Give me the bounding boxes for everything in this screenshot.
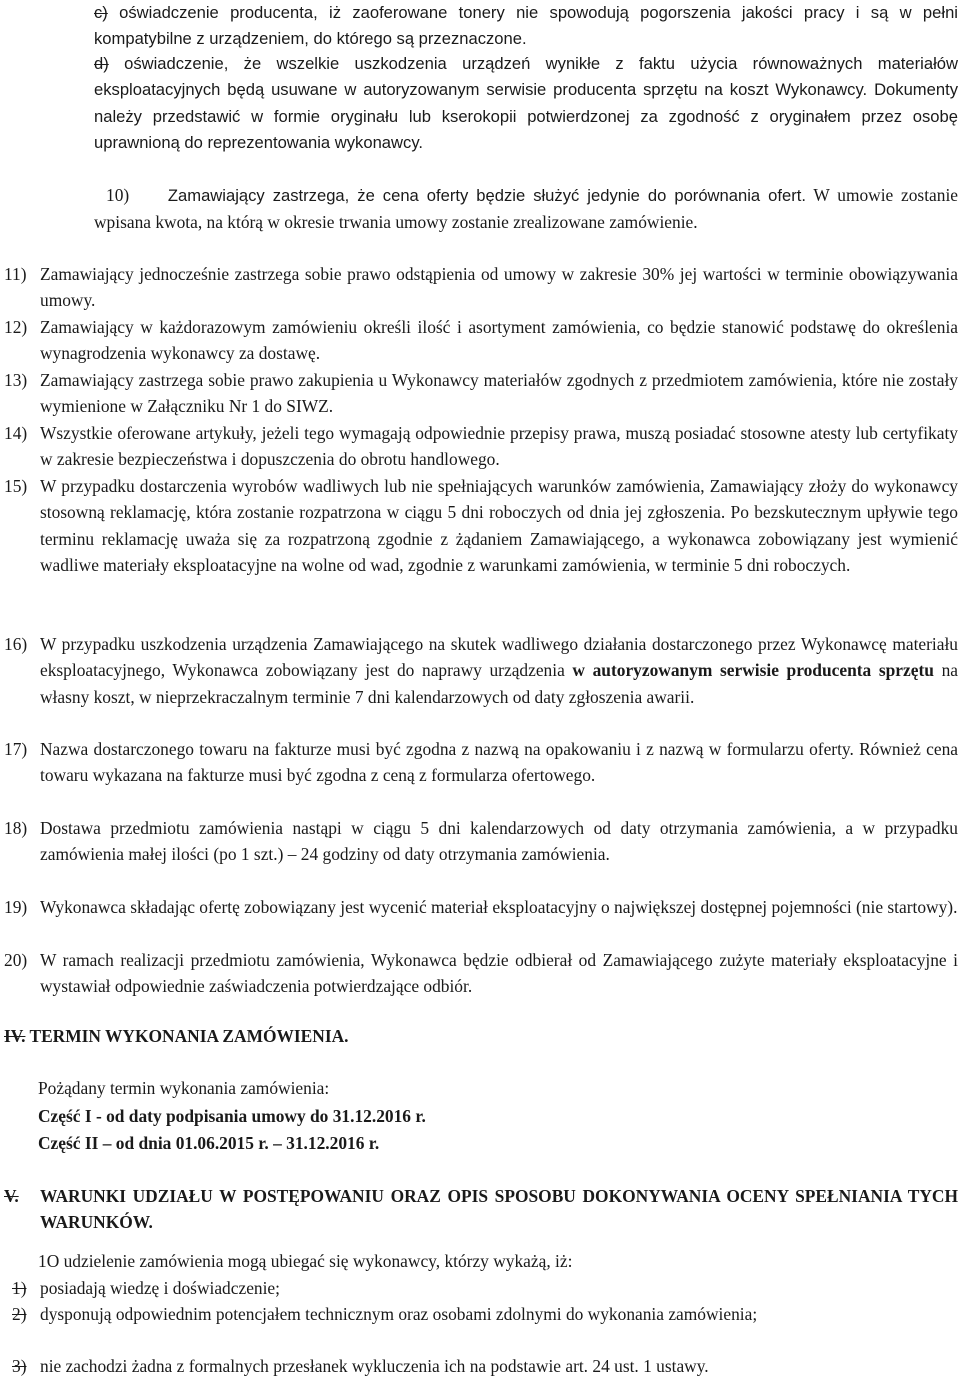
section-title: TERMIN WYKONANIA ZAMÓWIENIA.	[29, 1026, 349, 1046]
list-item-18	[4, 815, 958, 868]
item-text-tail: Dokumenty należy przedstawić w formie oryginału lub kserokopii potwierdzonej za zgodność z oryginałem przez osobę uprawnioną do reprezentowania wykonawcy.	[94, 80, 958, 153]
item-marker: 20)	[4, 950, 28, 970]
list-item-20	[4, 947, 958, 1000]
item-text: Wykonawca składając ofertę zobowiązany jest wycenić materiał eksploatacyjny o największej dostępnej pojemności (nie startowy).	[40, 897, 958, 917]
item-marker: 2)	[12, 1304, 27, 1324]
item-text: oświadczenie, że wszelkie uszkodzenia urządzeń wynikłe z faktu użycia równoważnych materiałów eksploatacyjnych będą usuwane w autoryzowanym serwisie producenta sprzętu na koszt Wykonawcy.	[94, 54, 958, 100]
section-v-heading	[4, 1183, 958, 1236]
item-text: Zamawiający jednocześnie zastrzega sobie prawo odstąpienia od umowy w zakresie 30% jej wartości w terminie obowiązywania umowy.	[40, 264, 958, 311]
list-item-13	[4, 367, 958, 420]
item-text: Zamawiający zastrzega sobie prawo zakupienia u Wykonawcy materiałów zgodnych z przedmiotem zamówienia, które nie zostały wymienione w Załączniku Nr 1 do SIWZ.	[40, 370, 958, 417]
item-text: W ramach realizacji przedmiotu zamówienia, Wykonawca będzie odbierał od Zamawiającego zużyte materiały eksploatacyjne i wystawiał odpowiednie zaświadczenia potwierdzające odbiór.	[40, 950, 958, 997]
item-marker: d)	[94, 54, 109, 73]
list-item-19	[4, 894, 958, 920]
item-text: W przypadku uszkodzenia urządzenia Zamawiającego na skutek wadliwego działania dostarczonego przez Wykonawcę materiału eksploatacyjnego, Wykonawca zobowiązany jest do naprawy urządzenia	[40, 634, 958, 681]
list-item-11	[4, 261, 958, 314]
item-marker: 15)	[4, 476, 28, 496]
item-marker: 1)	[12, 1278, 27, 1298]
item-text: Zamawiający zastrzega, że cena oferty będzie służyć jedynie do porównania ofert.	[167, 186, 806, 205]
section-marker: IV.	[4, 1026, 26, 1046]
item-text: Dostawa przedmiotu zamówienia nastąpi w ciągu 5 dni kalendarzowych od daty otrzymania zamówienia, a w przypadku zamówienia małej ilości (po 1 szt.) – 24 godziny od daty otrzymania zamówienia.	[40, 818, 958, 865]
item-marker: 19)	[4, 897, 28, 917]
item-text: W przypadku dostarczenia wyrobów wadliwych lub nie spełniających warunków zamówienia, Zamawiający złoży do wykonawcy stosowną reklamację, która zostanie rozpatrzona w ciągu 5 dni roboczych od dnia jej zgłoszenia. Po bezskutecznym upływie tego terminu reklamację uważa się za rozpatrzoną zgodnie z żądaniem Zamawiającego, a wykonawca zobowiązany jest wymienić wadliwe materiały eksploatacyjne na wolne od wad, zgodnie z warunkami zamówienia, w terminie 5 dni roboczych.	[40, 476, 958, 576]
item-marker: 18)	[4, 818, 28, 838]
list-item-17	[4, 736, 958, 789]
condition-item-2	[12, 1301, 958, 1327]
list-item-15	[4, 473, 958, 579]
section-iv-line2: Część II – od dnia 01.06.2015 r. – 31.12.2016 r.	[38, 1133, 380, 1153]
item-text: Wszystkie oferowane artykuły, jeżeli tego wymagają odpowiednie przepisy prawa, muszą posiadać stosowne atesty lub certyfikaty w zakresie bezpieczeństwa i dopuszczenia do obrotu handlowego.	[40, 423, 958, 470]
item-text: Zamawiający w każdorazowym zamówieniu określi ilość i asortyment zamówienia, co będzie stanowić podstawę do określenia wynagrodzenia wykonawcy za dostawę.	[40, 317, 958, 364]
item-marker: 12)	[4, 317, 28, 337]
condition-item-1	[12, 1275, 958, 1301]
item-marker: 16)	[4, 634, 28, 654]
section-v-intro: 1O udzielenie zamówienia mogą ubiegać się wykonawcy, którzy wykażą, iż:	[38, 1251, 573, 1271]
item-text-b: na własny koszt, w nieprzekraczalnym terminie 7 dni kalendarzowych od daty zgłoszenia awarii.	[40, 660, 958, 707]
item-text: dysponują odpowiednim potencjałem technicznym oraz osobami zdolnymi do wykonania zamówienia;	[40, 1304, 758, 1324]
item-marker: 3)	[12, 1356, 27, 1376]
item-marker: 14)	[4, 423, 28, 443]
item-body	[40, 631, 958, 710]
item-text-bold: w autoryzowanym serwisie producenta sprzętu	[572, 660, 934, 681]
list-item-d	[94, 51, 958, 157]
item-marker: 10)	[106, 185, 130, 205]
section-title: WARUNKI UDZIAŁU W POSTĘPOWANIU ORAZ OPIS SPOSOBU DOKONYWANIA OCENY SPEŁNIANIA TYCH WARUNKÓW.	[40, 1186, 958, 1233]
section-iv-intro: Pożądany termin wykonania zamówienia:	[38, 1078, 330, 1098]
item-marker: c)	[94, 3, 108, 22]
item-text: nie zachodzi żadna z formalnych przesłanek wykluczenia ich na podstawie art. 24 ust. 1 ustawy.	[40, 1356, 709, 1376]
item-marker: 17)	[4, 739, 28, 759]
list-item-10	[94, 182, 958, 236]
list-item-c	[94, 0, 958, 53]
item-marker: 13)	[4, 370, 28, 390]
section-iv-line1: Część I - od daty podpisania umowy do 31.12.2016 r.	[38, 1106, 426, 1126]
section-iv-heading	[4, 1023, 958, 1049]
list-item-16	[4, 631, 958, 710]
item-marker: 11)	[4, 264, 27, 284]
list-item-12	[4, 314, 958, 367]
item-text-b: W umowie zostanie wpisana kwota, na którą w okresie trwania umowy zostanie zrealizowane zamówienie.	[94, 185, 958, 233]
item-text: oświadczenie producenta, iż zaoferowane tonery nie spowodują pogorszenia jakości pracy i są w pełni kompatybilne z urządzeniem, do którego są przeznaczone.	[94, 3, 958, 49]
list-item-14	[4, 420, 958, 473]
item-text: Nazwa dostarczonego towaru na fakturze musi być zgodna z nazwą na opakowaniu i z nazwą w formularzu oferty. Również cena towaru wykazana na fakturze musi być zgodna z ceną z formularza ofertowego.	[40, 739, 958, 786]
item-text: posiadają wiedzę i doświadczenie;	[40, 1278, 280, 1298]
condition-item-3	[12, 1353, 958, 1379]
section-marker: V.	[4, 1186, 19, 1206]
